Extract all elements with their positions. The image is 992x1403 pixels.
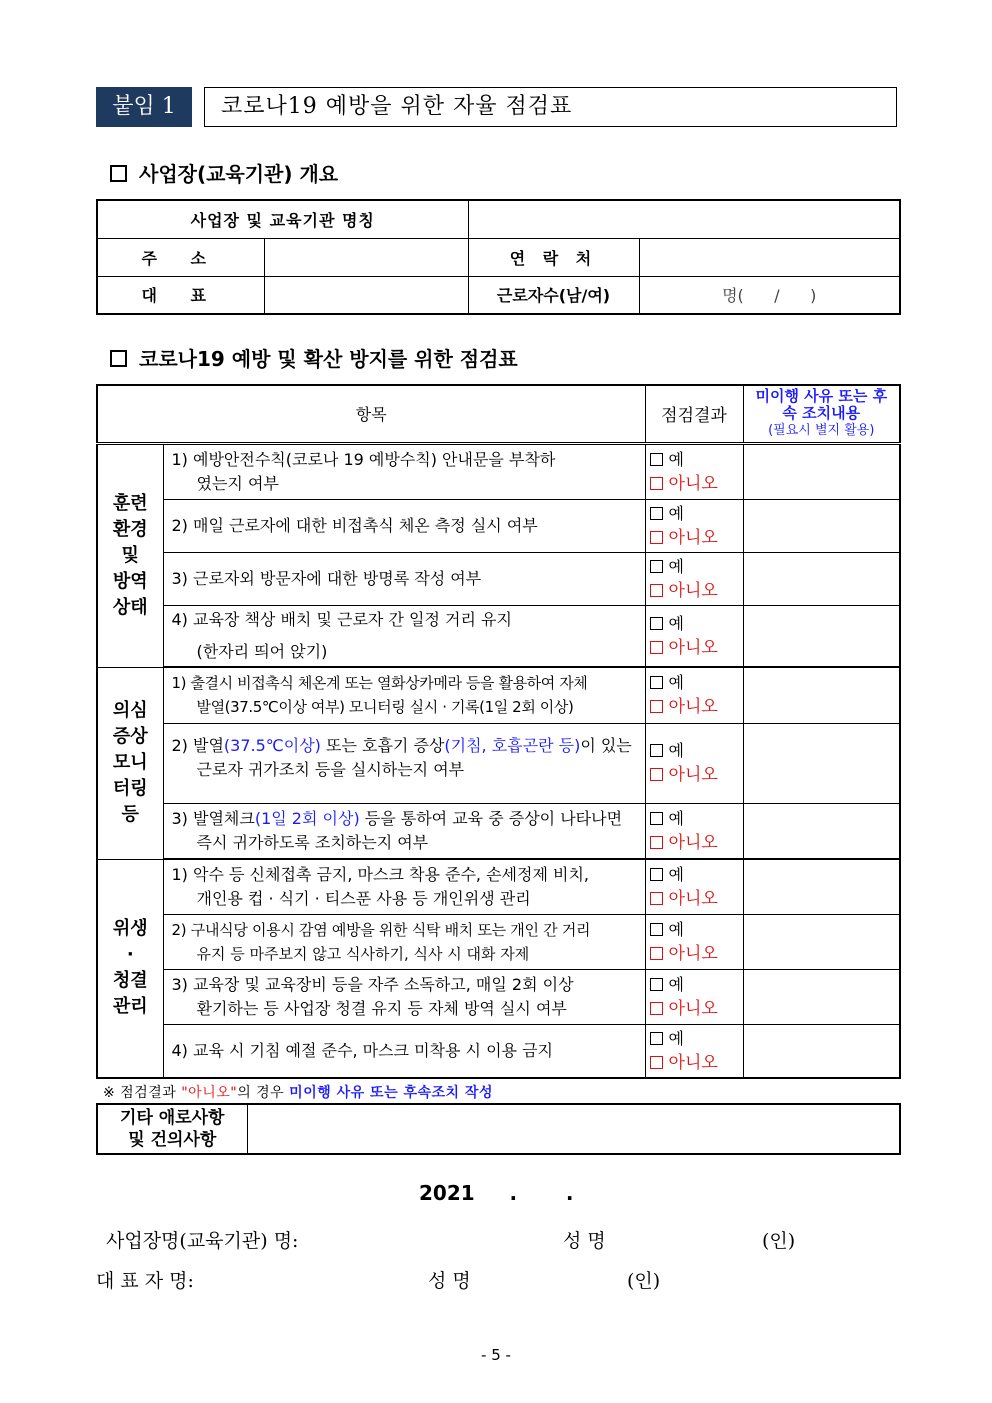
section-checklist-title: 코로나19 예방 및 확산 방지를 위한 점검표 [110, 343, 518, 372]
no-option[interactable]: 아니오 [650, 887, 739, 911]
attachment-label: 붙임 1 [96, 87, 192, 127]
col-result-header: 점검결과 [645, 385, 743, 443]
table-row [97, 803, 900, 859]
check-item: 1) 예방안전수칙(코로나 19 예방수칙) 안내문을 부착하 였는지 여부 [163, 443, 645, 499]
yes-option[interactable]: 예 [650, 918, 739, 942]
document-title: 코로나19 예방을 위한 자율 점검표 [204, 87, 897, 127]
contact-label: 연 락 처 [468, 238, 639, 276]
overview-table [96, 199, 901, 315]
note-cell[interactable] [743, 605, 900, 667]
yes-option[interactable]: 예 [650, 671, 739, 695]
table-row [97, 1024, 900, 1078]
checkbox-icon[interactable] [650, 453, 663, 466]
checkbox-icon[interactable] [650, 868, 663, 881]
section-overview-title: 사업장(교육기관) 개요 [110, 158, 338, 187]
checkbox-icon[interactable] [650, 560, 663, 573]
result-options[interactable] [645, 859, 743, 914]
other-issues-table [96, 1103, 901, 1155]
checkbox-icon[interactable] [650, 477, 663, 490]
table-row [97, 499, 900, 552]
result-options[interactable] [645, 605, 743, 667]
page-number: - 5 - [481, 1346, 511, 1364]
col-note-header: 미이행 사유 또는 후속 조치내용 (필요시 별지 활용) [743, 385, 900, 443]
note-cell[interactable] [743, 1024, 900, 1078]
category-symptom-monitoring: 의심 증상 모니 터링 등 [97, 667, 163, 859]
no-option[interactable]: 아니오 [650, 997, 739, 1021]
yes-option[interactable]: 예 [650, 1027, 739, 1051]
checkbox-icon[interactable] [650, 531, 663, 544]
checkbox-icon[interactable] [650, 947, 663, 960]
no-option[interactable]: 아니오 [650, 636, 739, 660]
no-option[interactable]: 아니오 [650, 763, 739, 787]
address-label: 주 소 [97, 238, 264, 276]
checkbox-icon[interactable] [650, 836, 663, 849]
checkbox-icon[interactable] [650, 700, 663, 713]
checkbox-icon[interactable] [650, 923, 663, 936]
yes-option[interactable]: 예 [650, 807, 739, 831]
seal-mark: (인) [762, 1230, 796, 1252]
check-item: 1) 출결시 비접촉식 체온계 또는 열화상카메라 등을 활용하여 자체 발열(37.5℃이상 여부) 모니터링 실시 · 기록(1일 2회 이상) [163, 667, 645, 723]
check-item: 3) 교육장 및 교육장비 등을 자주 소독하고, 매일 2회 이상 환기하는 등 사업장 청결 유지 등 자체 방역 실시 여부 [163, 969, 645, 1024]
checkbox-icon[interactable] [650, 617, 663, 630]
note-cell[interactable] [743, 723, 900, 803]
yes-option[interactable]: 예 [650, 612, 739, 636]
footnote: ※ 점검결과 "아니오"의 경우 미이행 사유 또는 후속조치 작성 [103, 1085, 493, 1101]
note-cell[interactable] [743, 969, 900, 1024]
check-item: 4) 교육장 책상 배치 및 근로자 간 일정 거리 유지 (한자리 띄어 앉기) [163, 605, 645, 667]
result-options[interactable] [645, 499, 743, 552]
checkbox-icon[interactable] [650, 892, 663, 905]
representative-sign-label: 대 표 자 명: [96, 1270, 194, 1292]
other-issues-value[interactable] [247, 1104, 900, 1154]
representative-value[interactable] [264, 276, 468, 314]
note-cell[interactable] [743, 499, 900, 552]
result-options[interactable] [645, 803, 743, 859]
table-row [97, 723, 900, 803]
result-options[interactable] [645, 914, 743, 969]
seal-mark: (인) [627, 1270, 661, 1292]
no-option[interactable]: 아니오 [650, 695, 739, 719]
table-row [97, 969, 900, 1024]
checkbox-icon[interactable] [650, 507, 663, 520]
org-name-value[interactable] [468, 200, 900, 238]
other-issues-label: 기타 애로사항 및 건의사항 [97, 1104, 247, 1154]
yes-option[interactable]: 예 [650, 502, 739, 526]
col-item-header: 항목 [97, 385, 645, 443]
document-header [96, 87, 897, 127]
checkbox-square-icon [110, 350, 127, 367]
table-row [97, 552, 900, 605]
note-cell[interactable] [743, 552, 900, 605]
check-item: 4) 교육 시 기침 예절 준수, 마스크 미착용 시 이용 금지 [163, 1024, 645, 1078]
address-value[interactable] [264, 238, 468, 276]
result-options[interactable] [645, 1024, 743, 1078]
check-item: 2) 매일 근로자에 대한 비접촉식 체온 측정 실시 여부 [163, 499, 645, 552]
sign-name-label: 성 명 [428, 1270, 471, 1292]
check-item: 1) 악수 등 신체접촉 금지, 마스크 착용 준수, 손세정제 비치, 개인용 컵 · 식기 · 티스푼 사용 등 개인위생 관리 [163, 859, 645, 914]
checkbox-icon[interactable] [650, 1002, 663, 1015]
table-row [97, 605, 900, 667]
checkbox-icon[interactable] [650, 584, 663, 597]
org-name-sign-label: 사업장명(교육기관) 명: [106, 1230, 299, 1252]
yes-option[interactable]: 예 [650, 448, 739, 472]
note-cell[interactable] [743, 859, 900, 914]
checkbox-icon[interactable] [650, 641, 663, 654]
check-item: 3) 발열체크(1일 2회 이상) 등을 통하여 교육 중 증상이 나타나면 즉시 귀가하도록 조치하는지 여부 [163, 803, 645, 859]
category-training: 훈련 환경 및 방역 상태 [97, 443, 163, 667]
checkbox-square-icon [110, 165, 127, 182]
table-row [97, 667, 900, 723]
result-options[interactable] [645, 667, 743, 723]
checkbox-icon[interactable] [650, 978, 663, 991]
no-option[interactable]: 아니오 [650, 1051, 739, 1075]
no-option[interactable]: 아니오 [650, 526, 739, 550]
date-line: 2021 . . [419, 1181, 574, 1205]
no-option[interactable]: 아니오 [650, 472, 739, 496]
result-options[interactable] [645, 723, 743, 803]
checklist-header-row [97, 385, 900, 443]
note-cell[interactable] [743, 914, 900, 969]
yes-option[interactable]: 예 [650, 863, 739, 887]
checkbox-icon[interactable] [650, 676, 663, 689]
note-cell[interactable] [743, 803, 900, 859]
no-option[interactable]: 아니오 [650, 942, 739, 966]
result-options[interactable] [645, 443, 743, 499]
sign-name-label: 성 명 [563, 1230, 606, 1252]
worker-count-value[interactable]: 명( / ) [639, 276, 900, 314]
table-row [97, 859, 900, 914]
checklist-table [96, 384, 901, 1079]
representative-label: 대 표 [97, 276, 264, 314]
contact-value[interactable] [639, 238, 900, 276]
note-cell[interactable] [743, 667, 900, 723]
table-row [97, 443, 900, 499]
yes-option[interactable]: 예 [650, 739, 739, 763]
worker-count-label: 근로자수(남/여) [468, 276, 639, 314]
check-item: 2) 구내식당 이용시 감염 예방을 위한 식탁 배치 또는 개인 간 거리 유지 등 마주보지 않고 식사하기, 식사 시 대화 자제 [163, 914, 645, 969]
checkbox-icon[interactable] [650, 768, 663, 781]
checkbox-icon[interactable] [650, 744, 663, 757]
yes-option[interactable]: 예 [650, 555, 739, 579]
yes-option[interactable]: 예 [650, 973, 739, 997]
checkbox-icon[interactable] [650, 1032, 663, 1045]
category-hygiene: 위생 · 청결 관리 [97, 859, 163, 1078]
check-item: 2) 발열(37.5℃이상) 또는 호흡기 증상(기침, 호흡곤란 등)이 있는 근로자 귀가조치 등을 실시하는지 여부 [163, 723, 645, 803]
org-name-label: 사업장 및 교육기관 명칭 [97, 200, 468, 238]
result-options[interactable] [645, 969, 743, 1024]
check-item: 3) 근로자외 방문자에 대한 방명록 작성 여부 [163, 552, 645, 605]
result-options[interactable] [645, 552, 743, 605]
no-option[interactable]: 아니오 [650, 579, 739, 603]
checkbox-icon[interactable] [650, 812, 663, 825]
checkbox-icon[interactable] [650, 1056, 663, 1069]
no-option[interactable]: 아니오 [650, 831, 739, 855]
table-row [97, 914, 900, 969]
note-cell[interactable] [743, 443, 900, 499]
